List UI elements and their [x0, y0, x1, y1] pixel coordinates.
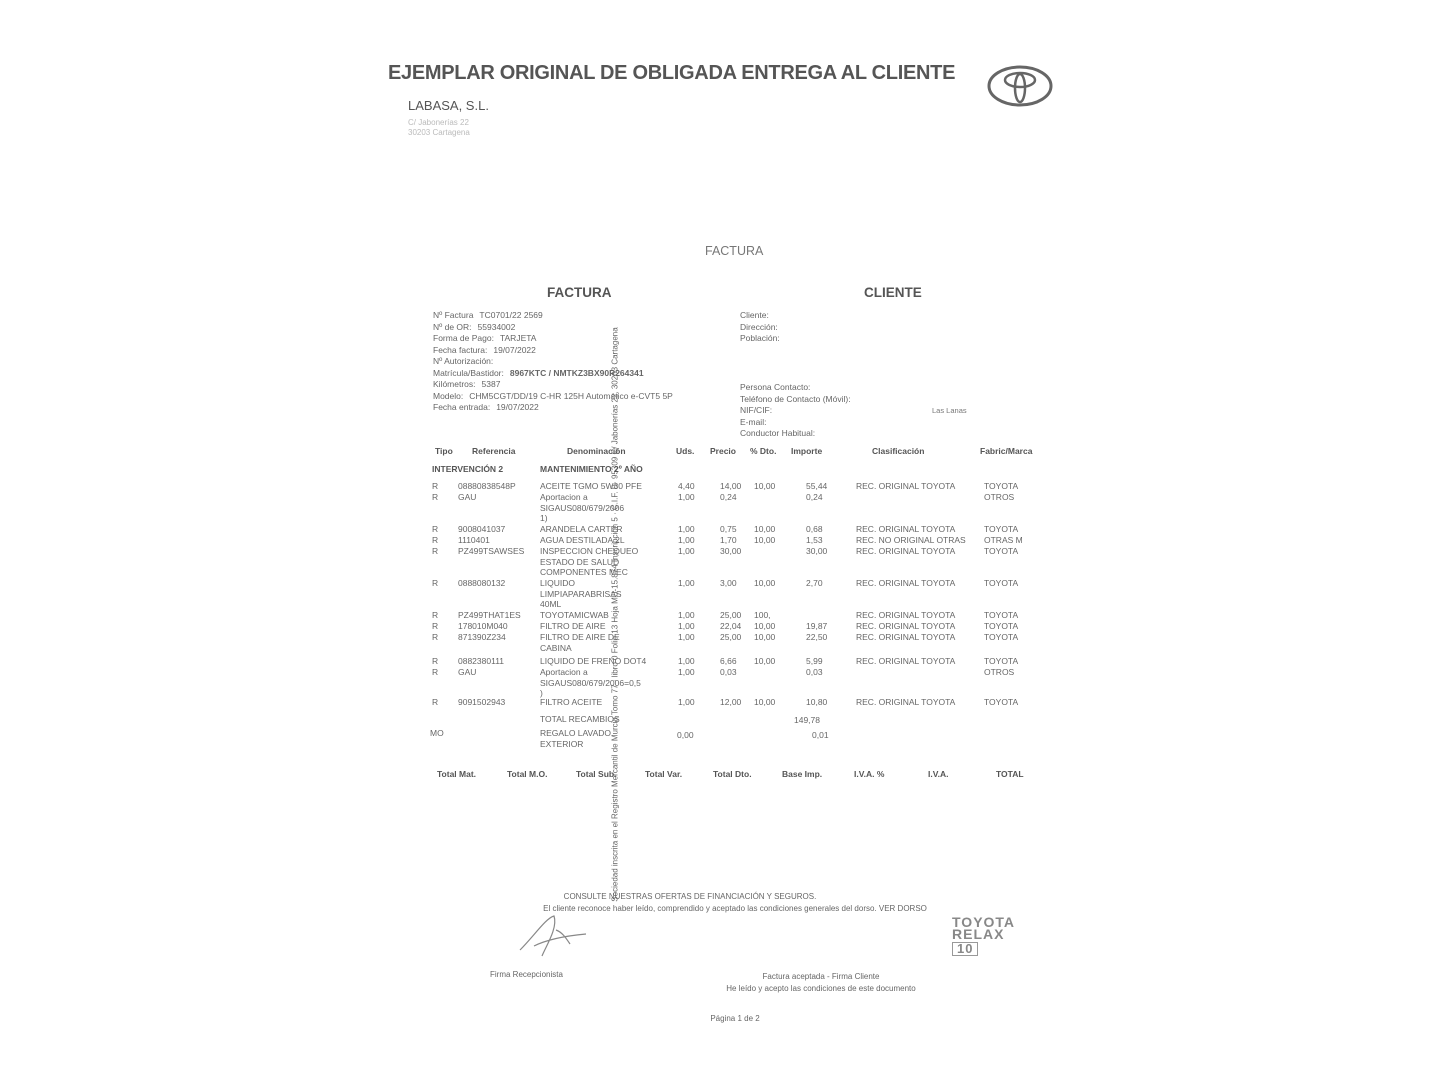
- col-header-importe: Importe: [791, 446, 823, 456]
- factura-field-label: Nº Factura: [433, 310, 474, 320]
- total-dto-label: Total Dto.: [713, 769, 752, 779]
- cell-uds: 1,00: [678, 697, 695, 707]
- factura-fields: [433, 310, 673, 414]
- cell-denominacion: TOYOTAMICWAB: [540, 610, 609, 620]
- intervention-label: INTERVENCIÓN 2: [432, 464, 504, 474]
- cell-fabric: TOYOTA: [984, 610, 1019, 620]
- cell-fabric: OTROS: [984, 667, 1015, 677]
- cell-referencia: PZ499THAT1ES: [458, 610, 521, 620]
- col-header-fabric: Fabric/Marca: [980, 446, 1033, 456]
- factura-heading: FACTURA: [547, 285, 612, 300]
- cell-tipo: R: [432, 632, 439, 642]
- cell-importe: 0,03: [806, 667, 823, 677]
- cell-referencia: 178010M040: [458, 621, 508, 631]
- iva-percent-label: I.V.A. %: [854, 769, 885, 779]
- firma-cliente-line2: He leído y acepto las condiciones de este documento: [726, 984, 916, 993]
- cell-clasificacion: REC. ORIGINAL TOYOTA: [856, 610, 956, 620]
- cell-referencia: GAU: [458, 667, 477, 677]
- cliente-location: Las Lanas: [932, 406, 967, 415]
- factura-field: [433, 379, 673, 391]
- total-recambios-label: TOTAL RECAMBIOS: [540, 714, 620, 724]
- cliente-field: [740, 428, 857, 440]
- col-header-clasificacion: Clasificación: [872, 446, 925, 456]
- cell-denominacion: INSPECCION CHEQUEO ESTADO DE SALUD COMPONENTES MEC: [540, 546, 639, 577]
- cell-denominacion: Aportacion a SIGAUS080/679/2006 1): [540, 492, 625, 523]
- factura-field: [433, 391, 673, 403]
- cell-denominacion: FILTRO ACEITE: [540, 697, 603, 707]
- cell-dto: 10,00: [754, 578, 776, 588]
- col-header-precio: Precio: [710, 446, 736, 456]
- cell-tipo: R: [432, 610, 439, 620]
- total-mo-label: Total M.O.: [507, 769, 548, 779]
- factura-field-label: Fecha entrada:: [433, 402, 491, 412]
- cell-importe: 5,99: [806, 656, 823, 666]
- cell-clasificacion: REC. ORIGINAL TOYOTA: [856, 578, 956, 588]
- cell-precio: 0,24: [720, 492, 737, 502]
- registry-sidebar-text: Sociedad inscrita en el Registro Mercantil de Murcia Tomo 77 · libro 0 Folio 13 Hoja MU-15.874 Inscripción 5 · C.I.F. B· 95309 C/ Jabonerías 22, 30203 Cartagena: [610, 327, 620, 902]
- cliente-field: [740, 333, 786, 345]
- factura-field: [433, 333, 673, 345]
- cell-precio: 30,00: [720, 546, 742, 556]
- cell-denominacion: Aportacion a SIGAUS080/679/2006=0,5 ): [540, 667, 641, 698]
- cell-precio: 25,00: [720, 610, 742, 620]
- cell-precio: 22,04: [720, 621, 742, 631]
- col-header-tipo: Tipo: [435, 446, 453, 456]
- factura-field-value: TC0701/22 2569: [479, 310, 543, 320]
- signature-image: [516, 906, 596, 966]
- factura-field-label: Matrícula/Bastidor:: [433, 367, 504, 378]
- cell-clasificacion: REC. ORIGINAL TOYOTA: [856, 656, 956, 666]
- cell-precio: 0,75: [720, 524, 737, 534]
- cliente-field: [740, 382, 857, 394]
- invoice-page: [380, 40, 1070, 1050]
- cliente-field-label: Población:: [740, 333, 780, 343]
- cell-referencia: GAU: [458, 492, 477, 502]
- factura-field: [433, 356, 673, 368]
- cliente-field-label: Conductor Habitual:: [740, 428, 816, 438]
- cell-denominacion: AGUA DESTILADA 2L: [540, 535, 625, 545]
- cell-fabric: TOYOTA: [984, 697, 1019, 707]
- cell-uds: 1,00: [678, 546, 695, 556]
- factura-field-label: Fecha factura:: [433, 344, 488, 355]
- cell-uds: 1,00: [678, 667, 695, 677]
- page-headline: EJEMPLAR ORIGINAL DE OBLIGADA ENTREGA AL CLIENTE: [388, 62, 956, 84]
- col-header-uds: Uds.: [676, 446, 695, 456]
- cell-clasificacion: REC. NO ORIGINAL OTRAS: [856, 535, 966, 545]
- cell-denominacion: FILTRO DE AIRE: [540, 621, 606, 631]
- cell-precio: 14,00: [720, 481, 742, 491]
- page-number: Página 1 de 2: [710, 1014, 760, 1023]
- cliente-fields-top: [740, 310, 786, 345]
- cell-clasificacion: REC. ORIGINAL TOYOTA: [856, 632, 956, 642]
- extra-row-tipo: MO: [430, 728, 444, 738]
- cell-fabric: TOYOTA: [984, 656, 1019, 666]
- total-mat-label: Total Mat.: [437, 769, 477, 779]
- cell-uds: 1,00: [678, 535, 695, 545]
- cell-tipo: R: [432, 535, 439, 545]
- factura-field: [433, 310, 673, 322]
- cliente-field: [740, 405, 857, 417]
- relax-number: 10: [952, 942, 978, 956]
- firma-cliente-line1: Factura aceptada - Firma Cliente: [762, 972, 880, 981]
- cell-fabric: TOYOTA: [984, 578, 1019, 588]
- cell-uds: 1,00: [678, 578, 695, 588]
- factura-field-value: TARJETA: [499, 333, 537, 343]
- cell-precio: 1,70: [720, 535, 737, 545]
- cell-referencia: PZ499TSAWSES: [458, 546, 525, 556]
- factura-field-value: 19/07/2022: [493, 344, 536, 355]
- cell-clasificacion: REC. ORIGINAL TOYOTA: [856, 546, 956, 556]
- cell-tipo: R: [432, 656, 439, 666]
- cell-referencia: 0888080132: [458, 578, 506, 588]
- cell-dto: 10,00: [754, 535, 776, 545]
- firma-recepcionista: Firma Recepcionista: [490, 970, 563, 979]
- factura-field-value: 19/07/2022: [496, 402, 539, 412]
- cell-importe: 0,24: [806, 492, 823, 502]
- factura-field-value: 55934002: [477, 321, 516, 332]
- factura-field-label: Nº Autorización:: [433, 356, 494, 366]
- cell-precio: 0,03: [720, 667, 737, 677]
- factura-field: [433, 402, 673, 414]
- cell-precio: 12,00: [720, 697, 742, 707]
- cell-fabric: TOYOTA: [984, 546, 1019, 556]
- cell-tipo: R: [432, 546, 439, 556]
- cell-referencia: 08880838548P: [458, 481, 516, 491]
- cell-clasificacion: REC. ORIGINAL TOYOTA: [856, 524, 956, 534]
- col-header-referencia: Referencia: [472, 446, 516, 456]
- cliente-fields-bottom: [740, 382, 857, 440]
- toyota-logo-icon: [986, 64, 1054, 108]
- cliente-field: [740, 310, 786, 322]
- factura-field-label: Forma de Pago:: [433, 333, 494, 343]
- cell-precio: 6,66: [720, 656, 737, 666]
- cell-uds: 1,00: [678, 524, 695, 534]
- cell-importe: 30,00: [806, 546, 828, 556]
- cell-denominacion: ARANDELA CARTER: [540, 524, 623, 534]
- cell-precio: 3,00: [720, 578, 737, 588]
- cell-tipo: R: [432, 621, 439, 631]
- extra-row-importe: 0,01: [812, 730, 829, 740]
- factura-field-label: Modelo:: [433, 390, 464, 401]
- cell-clasificacion: REC. ORIGINAL TOYOTA: [856, 481, 956, 491]
- factura-field-value: 5387: [481, 379, 501, 389]
- cell-importe: 0,68: [806, 524, 823, 534]
- cliente-field: [740, 417, 857, 429]
- cell-tipo: R: [432, 578, 439, 588]
- cell-uds: 4,40: [678, 481, 695, 491]
- cell-dto: 10,00: [754, 632, 776, 642]
- company-address: C/ Jabonerías 22 30203 Cartagena: [408, 118, 470, 137]
- factura-field-label: Nº de OR:: [433, 321, 472, 332]
- company-name: LABASA, S.L.: [408, 98, 489, 113]
- intervention-name: MANTENIMIENTO 2º AÑO: [540, 464, 643, 474]
- cliente-field-label: Persona Contacto:: [740, 382, 811, 392]
- cell-uds: 1,00: [678, 632, 695, 642]
- cell-tipo: R: [432, 481, 439, 491]
- cell-importe: 1,53: [806, 535, 823, 545]
- cell-dto: 10,00: [754, 697, 776, 707]
- cell-referencia: 9008041037: [458, 524, 506, 534]
- cell-fabric: TOYOTA: [984, 524, 1019, 534]
- cell-denominacion: LIQUIDO DE FRENO DOT4: [540, 656, 647, 666]
- cell-dto: 10,00: [754, 524, 776, 534]
- cell-dto: 100,: [754, 610, 771, 620]
- cell-referencia: 871390Z234: [458, 632, 506, 642]
- cell-tipo: R: [432, 524, 439, 534]
- cell-uds: 1,00: [678, 621, 695, 631]
- factura-field-value: CHM5CGT/DD/19 C-HR 125H Automático e-CVT5 5P: [469, 390, 673, 401]
- cell-fabric: TOYOTA: [984, 632, 1019, 642]
- cliente-field-label: E-mail:: [740, 416, 767, 427]
- relax-line2: RELAX: [952, 926, 1005, 942]
- cliente-heading: CLIENTE: [864, 285, 922, 300]
- footer-offers: CONSULTE NUESTRAS OFERTAS DE FINANCIACIÓN Y SEGUROS.: [563, 892, 817, 901]
- base-imp-label: Base Imp.: [782, 769, 823, 779]
- cell-denominacion: LIQUIDO LIMPIAPARABRISAS 40ML: [540, 578, 622, 609]
- cell-importe: 19,87: [806, 621, 828, 631]
- cliente-field: [740, 394, 857, 406]
- factura-field: [433, 322, 673, 334]
- cell-denominacion: FILTRO DE AIRE DE CABINA: [540, 632, 620, 653]
- cell-importe: 55,44: [806, 481, 828, 491]
- cell-referencia: 9091502943: [458, 697, 506, 707]
- total-sub-label: Total Sub.: [576, 769, 617, 779]
- cliente-field: [740, 322, 786, 334]
- extra-row-uds: 0,00: [677, 730, 694, 740]
- factura-field: [433, 345, 673, 357]
- cell-fabric: OTROS: [984, 492, 1015, 502]
- cliente-field-label: Teléfono de Contacto (Móvil):: [740, 393, 851, 404]
- extra-row-denominacion: REGALO LAVADO EXTERIOR: [540, 728, 612, 749]
- cell-uds: 1,00: [678, 656, 695, 666]
- cell-clasificacion: REC. ORIGINAL TOYOTA: [856, 621, 956, 631]
- cell-importe: 10,80: [806, 697, 828, 707]
- factura-field-value: 8967KTC / NMTKZ3BX90R264341: [509, 367, 644, 378]
- cell-importe: 2,70: [806, 578, 823, 588]
- cell-tipo: R: [432, 697, 439, 707]
- document-title: FACTURA: [705, 244, 764, 258]
- cell-denominacion: ACEITE TGMO 5W30 PFE: [540, 481, 642, 491]
- cell-referencia: 1110401: [458, 535, 490, 545]
- cell-uds: 1,00: [678, 492, 695, 502]
- cell-uds: 1,00: [678, 610, 695, 620]
- cliente-field-label: NIF/CIF:: [740, 405, 773, 415]
- cell-dto: 10,00: [754, 481, 776, 491]
- iva-label: I.V.A.: [928, 769, 949, 779]
- cell-referencia: 0882380111: [458, 656, 505, 666]
- cell-fabric: TOYOTA: [984, 481, 1019, 491]
- toyota-relax-badge: [952, 916, 1042, 960]
- cliente-field-label: Cliente:: [740, 310, 769, 320]
- cell-dto: 10,00: [754, 656, 776, 666]
- total-recambios-value: 149,78: [794, 715, 820, 725]
- cell-dto: 10,00: [754, 621, 776, 631]
- cell-tipo: R: [432, 492, 439, 502]
- footer-conditions: El cliente reconoce haber leído, comprendido y aceptado las condiciones generales del dorso. VER DORSO: [543, 904, 927, 913]
- total-var-label: Total Var.: [645, 769, 683, 779]
- cell-precio: 25,00: [720, 632, 742, 642]
- cell-clasificacion: REC. ORIGINAL TOYOTA: [856, 697, 956, 707]
- cell-tipo: R: [432, 667, 439, 677]
- factura-field-label: Kilómetros:: [433, 379, 476, 389]
- factura-field: [433, 368, 673, 380]
- cell-fabric: TOYOTA: [984, 621, 1019, 631]
- total-label: TOTAL: [996, 769, 1024, 779]
- col-header-dto: % Dto.: [750, 446, 777, 456]
- col-header-denominacion: Denominación: [567, 446, 626, 456]
- cell-importe: 22,50: [806, 632, 828, 642]
- cell-fabric: OTRAS M: [984, 535, 1023, 545]
- relax-line1: TOYOTA: [952, 914, 1016, 930]
- cliente-field-label: Dirección:: [740, 321, 778, 332]
